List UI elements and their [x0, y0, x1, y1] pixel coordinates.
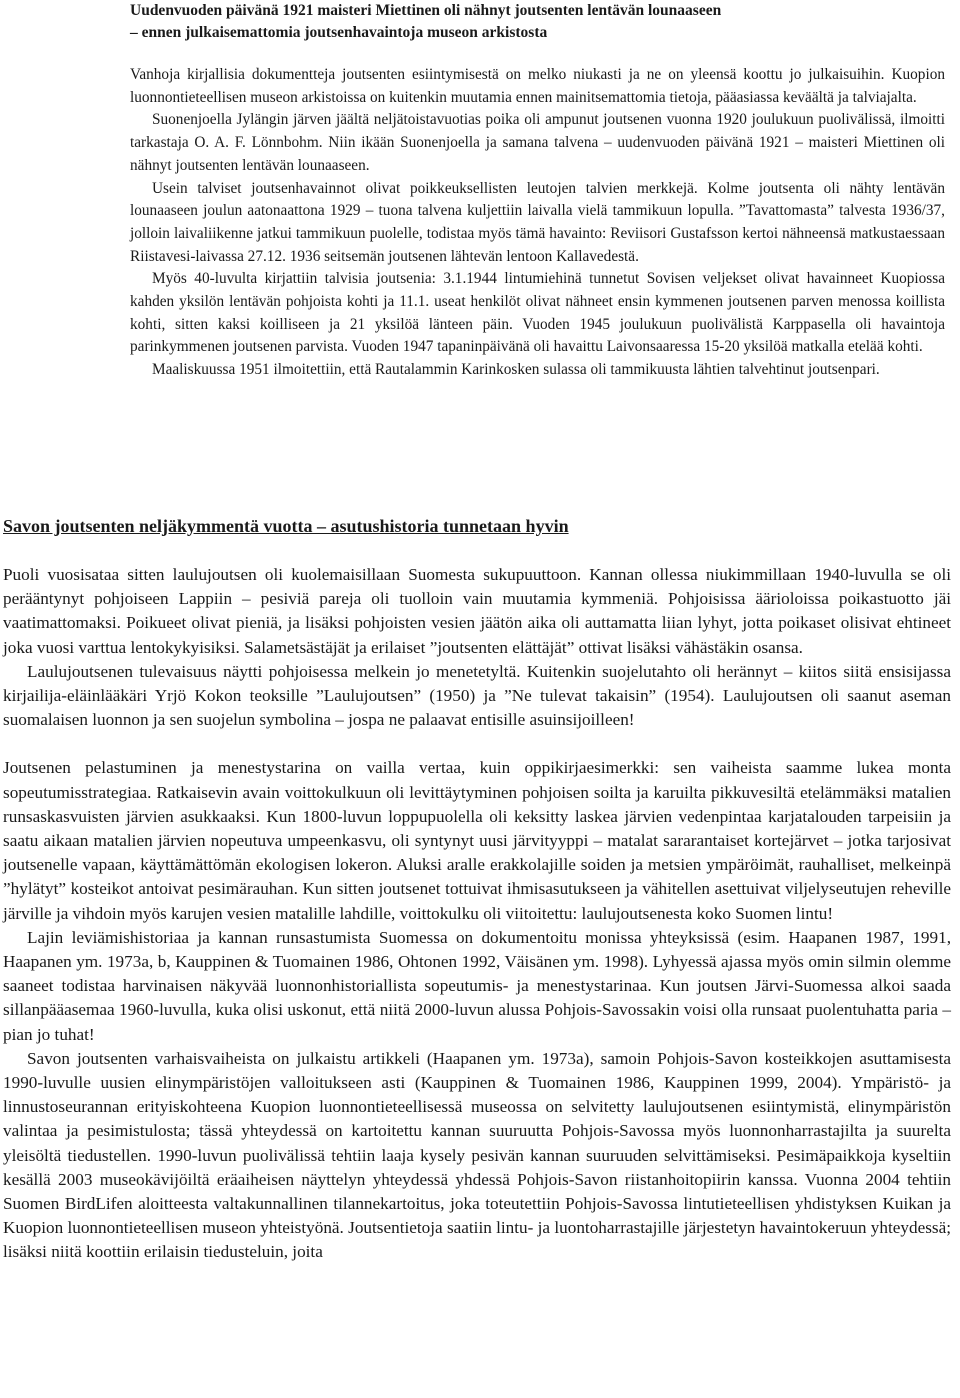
box-paragraph: Usein talviset joutsenhavainnot olivat poikkeuksellisten leutojen talvien merkkejä. Kolme joutsenta oli nähty lentävän lounaaseen joulun aatonaattona 1929 – tuona talvena kuljettiin laivalla vielä tammikuun lopulla. ”Tavattomasta” talvesta 1936/37, jolloin laivaliikenne jatkui tammikuun puolelle, todistaa myös tämä havainto: Reviisori Gustafsson kertoi nähneensä matkustaessaan Riistavesi-laivassa 27.12. 1936 seitsemän joutsenen lähtevän lentoon Kallavedestä.: [130, 179, 945, 265]
body-paragraph: Laulujoutsenen tulevaisuus näytti pohjoisessa melkein jo menetetyltä. Kuitenkin suojelutahto oli herännyt – kiitos siitä ensisijassa kirjailija-eläinlääkäri Yrjö Kokon teoksille ”Laulujoutsen” (1950) ja ”Ne tulevat takaisin” (1954). Laulujoutsen oli saanut aseman suomalaisen luonnon ja sen suojelun symbolina – jospa ne palaavat entisille asuinsijoilleen!: [3, 661, 951, 730]
box-paragraph: Maaliskuussa 1951 ilmoitettiin, että Rautalammin Karinkosken sulassa oli tammikuusta lähtien talvehtinut joutsenpari.: [152, 361, 880, 379]
section-heading: Savon joutsenten neljäkymmentä vuotta – asutushistoria tunnetaan hyvin: [3, 516, 569, 536]
box-title: [130, 0, 930, 44]
body-paragraph: Lajin leviämishistoriaa ja kannan runsastumista Suomessa on dokumentoitu monissa yhteyksissä (esim. Haapanen 1987, 1991, Haapanen ym. 1973a, b, Kauppinen & Tuomainen 1986, Ohtonen 1992, Väisänen ym. 1998). Lyhyessä ajassa myös omin silmin olemme saaneet todistaa harvinaisen näkyvää luonnonhistoriallista sopeutumis- ja menestystarinaa. Kun joutsen Järvi-Suomessa alkoi saada sillanpääasemaa 1960-luvulla, kuka olisi uskonut, että niitä 2000-luvun alussa Pohjois-Savossakin voisi olla runsaat puolentuhatta paria – pian jo tuhat!: [3, 927, 951, 1044]
box-paragraph: Vanhoja kirjallisia dokumentteja joutsenten esiintymisestä on melko niukasti ja ne on yleensä koottu jo julkaisuihin. Kuopion luonnontieteellisen museon arkistoissa on kuitenkin muutamia ennen mainitsemattomia tietoja, pääasiassa keväältä ja talviajalta.: [130, 66, 945, 106]
body-paragraph: Puoli vuosisataa sitten laulujoutsen oli kuolemaisillaan Suomesta sukupuuttoon. Kannan ollessa niukimmillaan 1940-luvulla se oli perääntynyt pohjoiseen Lappiin – pesiviä pareja oli tuolloin vain muutamia kymmeniä. Pohjoisissa äärioloissa poikastuotto jäi vaatimattomaksi. Poikueet olivat pieniä, ja lisäksi pohjoisten vesien jäätön aika oli auttamatta liian lyhyt, jotta poikaset olisivat ehtineet joka vuosi varttua lentokykyisiksi. Salametsästäjät ja erilaiset ”joutsenten elättäjät” ottivat lisäksi vähästäkin osansa.: [3, 565, 951, 657]
main-body: [3, 563, 951, 1265]
box-paragraph: Suonenjoella Jylängin järven jäältä neljätoistavuotias poika oli ampunut joutsenen vuonna 1920 joulukuun puolivälissä, ilmoitti tarkastaja O. A. F. Lönnbohm. Niin ikään Suonenjoella ja samana talvena – uudenvuoden päivänä 1921 – maisteri Miettinen oli nähnyt joutsenten lentävän lounaaseen.: [130, 111, 945, 174]
box-title-line-1: Uudenvuoden päivänä 1921 maisteri Miettinen oli nähnyt joutsenten lentävän lounaaseen: [130, 2, 722, 19]
body-paragraph: Savon joutsenten varhaisvaiheista on julkaistu artikkeli (Haapanen ym. 1973a), samoin Pohjois-Savon kosteikkojen asuttamisesta 1990-luvulle uusien elinympäristöjen valloitukseen asti (Kauppinen & Tuomainen 1986, Kauppinen 1999, 2004). Ympäristö- ja linnustoseurannan erityiskohteena Kuopion luonnontieteellisessä museossa on selvitetty laulujoutsenen esiintymistä, elinympäristön valintaa ja pesimistulosta; tässä yhteydessä on kartoitettu kannan suuruutta Pohjois-Savossa myös luonnonharrastajilta ja suurelta yleisöltä tiedustellen. 1990-luvun puolivälissä tehtiin laaja kysely pesivän kannan suuruuden selvittämiseksi. Pesimäpaikkoja kyseltiin kesällä 2003 museokävijöiltä eräaiheisen näyttelyn yhteydessä yhdessä Pohjois-Savon riistanhoitopiirin kanssa. Vuonna 2004 tehtiin Suomen BirdLifen aloitteesta valtakunnallinen tilannekartoitus, joka toteutettiin Pohjois-Savossa lintutieteellisen yhdistyksen Kuikan ja Kuopion luonnontieteellisen museon yhteistyönä. Joutsentietoja saatiin lintu- ja luontoharrastajille järjestetyn havaintokeruun yhteydessä; lisäksi niitä koottiin erilaisin tiedusteluin, joita: [3, 1048, 951, 1262]
box-body: [130, 64, 945, 382]
body-paragraph: Joutsenen pelastuminen ja menestystarina on vailla vertaa, kuin oppikirjaesimerkki: sen vaiheista saamme lukea monta sopeutumisstrategiaa. Ratkaisevin avain voittokulkuun oli levittäytyminen pohjoisen soilta ja karuilta pikkuvesiltä etelämmäksi matalien runsaskasvuisten järvien asukkaaksi. Kun 1800-luvun loppupuolella oli keksitty laskea järvien vedenpintaa karjatalouden tarpeisiin ja saatu aikaan matalien järvien nopeutuva umpeenkasvu, oli syntynyt uusi järvityyppi – matalat sararantaiset kortejärvet – jotka tarjosivat joutsenelle vapaan, käyttämättömän ekologisen lokeron. Aluksi aralle erakkolajille soiden ja metsien ympäröimät, rauhalliset, melkeinpä ”hylätyt” kosteikot antoivat pesimärauhan. Kun sitten joutsenet tottuivat ihmisasutukseen ja vähitellen asettuivat viljelyseutujen reheville järville ja vihdoin myös karujen vesien matalille lahdille, voittokulku oli viitoitettu: laulujoutsenesta koko Suomen lintu!: [3, 758, 951, 923]
box-paragraph: Myös 40-luvulta kirjattiin talvisia joutsenia: 3.1.1944 lintumiehinä tunnetut Sovisen veljekset olivat havainneet Kuopiossa kahden yksilön lentävän pohjoista kohti ja 11.1. useat henkilöt olivat nähneet ensin kymmenen joutsenen parven menossa koillista kohti, sitten kaksi koilliseen ja 21 yksilöä länteen päin. Vuoden 1945 joulukuun puolivälistä Karppasella oli havaintoja parinkymmenen joutsenen parvista. Vuoden 1947 tapaninpäivänä oli havaittu Laivonsaaressa 15-20 yksilöä matkalla etelää kohti.: [130, 270, 945, 356]
box-title-line-2: – ennen julkaisemattomia joutsenhavaintoja museon arkistosta: [130, 24, 548, 41]
